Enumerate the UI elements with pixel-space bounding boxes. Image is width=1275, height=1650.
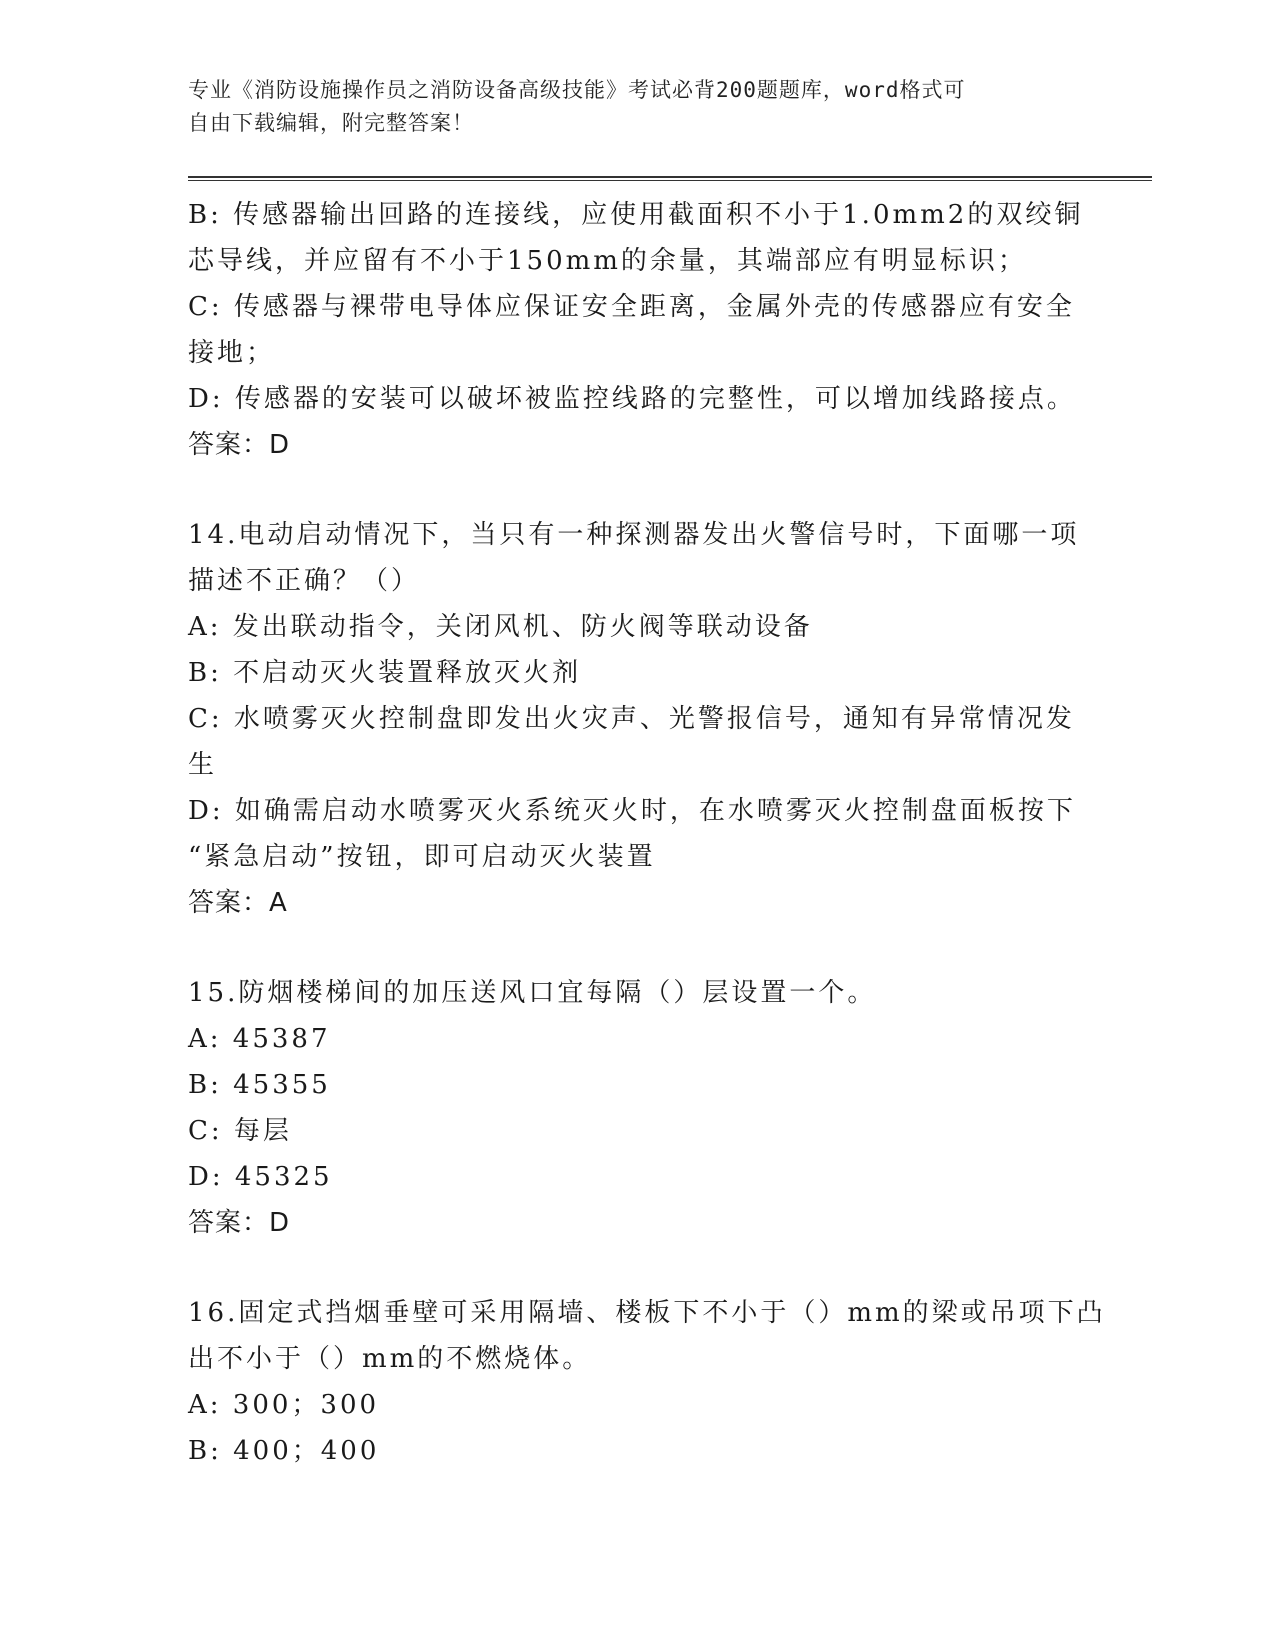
question-content [188, 192, 1106, 1474]
option-a: A: 300；300 [188, 1390, 380, 1420]
option-d: D: 45325 [188, 1162, 333, 1192]
option-d: D: 传感器的安装可以破坏被监控线路的完整性，可以增加线路接点。 [188, 384, 1076, 414]
option-c-line-1: C: 传感器与裸带电导体应保证安全距离，金属外壳的传感器应有安全 [188, 292, 1075, 322]
question-stem-line-1: 16.固定式挡烟垂壁可采用隔墙、楼板下不小于（）mm的梁或吊项下凸 [188, 1298, 1106, 1328]
option-c-line-1: C: 水喷雾灭火控制盘即发出火灾声、光警报信号，通知有异常情况发 [188, 704, 1075, 734]
question-stem-line-2: 出不小于（）mm的不燃烧体。 [188, 1344, 592, 1374]
question-15 [188, 970, 1088, 1246]
option-b-line-2: 芯导线，并应留有不小于150mm的余量，其端部应有明显标识； [188, 246, 1027, 276]
question-stem-line-2: 描述不正确？（） [188, 566, 421, 596]
answer: 答案：A [188, 888, 288, 918]
document-header [188, 74, 1088, 140]
answer: 答案：D [188, 430, 291, 460]
option-d-line-1: D: 如确需启动水喷雾灭火系统灭火时，在水喷雾灭火控制盘面板按下 [188, 796, 1076, 826]
option-b-line-1: B: 传感器输出回路的连接线，应使用截面积不小于1.0mm2的双绞铜 [188, 200, 1084, 230]
header-line-1: 专业《消防设施操作员之消防设备高级技能》考试必背200题题库，word格式可 [188, 78, 966, 102]
option-b: B: 不启动灭火装置释放灭火剂 [188, 658, 582, 688]
question-stem: 15.防烟楼梯间的加压送风口宜每隔（）层设置一个。 [188, 978, 877, 1008]
spacer [188, 468, 1088, 512]
question-16 [188, 1290, 1106, 1474]
header-divider [188, 176, 1152, 181]
spacer [188, 1246, 1088, 1290]
option-c: C: 每层 [188, 1116, 292, 1146]
question-stem-line-1: 14.电动启动情况下，当只有一种探测器发出火警信号时，下面哪一项 [188, 520, 1080, 550]
spacer [188, 926, 1088, 970]
option-c-line-2: 生 [188, 750, 218, 780]
header-line-2: 自由下载编辑，附完整答案！ [188, 111, 474, 135]
option-a: A: 发出联动指令，关闭风机、防火阀等联动设备 [188, 612, 813, 642]
question-14 [188, 512, 1088, 926]
question-13-continued [188, 192, 1088, 468]
option-b: B: 45355 [188, 1070, 331, 1100]
option-a: A: 45387 [188, 1024, 331, 1054]
option-b: B: 400；400 [188, 1436, 380, 1466]
option-d-line-2: “紧急启动”按钮，即可启动灭火装置 [188, 842, 656, 872]
option-c-line-2: 接地； [188, 338, 276, 368]
answer: 答案：D [188, 1208, 291, 1238]
